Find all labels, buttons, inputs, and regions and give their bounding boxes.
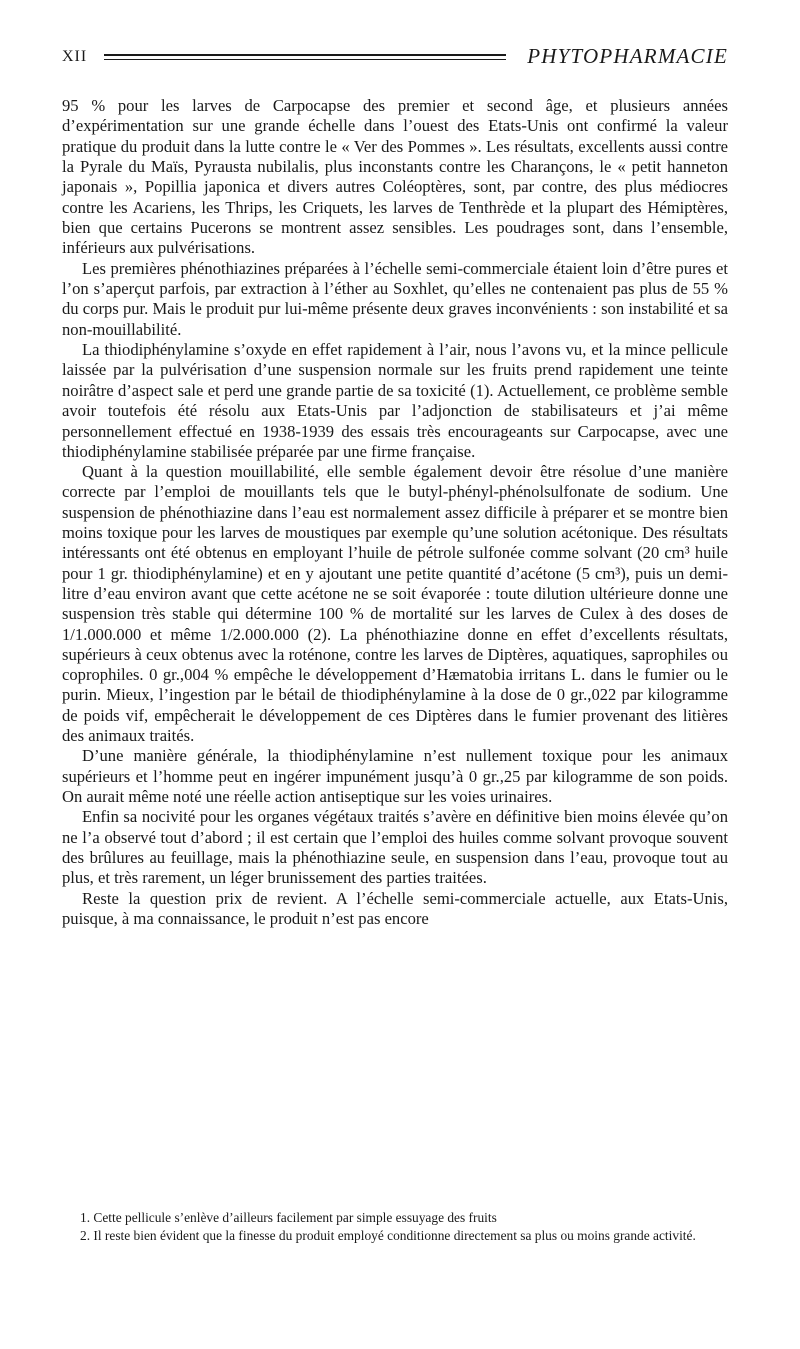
paragraph: La thiodiphénylamine s’oxyde en effet rapidement à l’air, nous l’avons vu, et la mince pellicule laissée par la pulvérisation d’une suspension normale sur les fruits prend rapidement une teinte noirâtre d’aspect sale et perd une grande partie de sa toxicité (1). Actuellement, ce problème semble avoir toutefois été résolu aux Etats-Unis par l’adjonction de stabilisateurs et j’ai même personnellement effectué en 1938-1939 des essais très encourageants sur Carpocapse, avec une thiodiphénylamine stabilisée préparée par une firme française. <box>62 340 728 461</box>
footnote: 2. Il reste bien évident que la finesse du produit employé conditionne directement sa plus ou moins grande activité. <box>80 1227 696 1243</box>
paragraph: D’une manière générale, la thiodiphénylamine n’est nullement toxique pour les animaux supérieurs et l’homme peut en ingérer impunément jusqu’à 0 gr.,25 par kilogramme de son poids. On aurait même noté une réelle action antiseptique sur les voies urinaires. <box>62 746 728 807</box>
paragraph: Reste la question prix de revient. A l’échelle semi-commerciale actuelle, aux Etats-Unis, puisque, à ma connaissance, le produit n’est pas encore <box>62 888 728 929</box>
paragraph: 95 % pour les larves de Carpocapse des premier et second âge, et plusieurs années d’expérimentation sur une grande échelle dans l’ouest des Etats-Unis ont confirmé la valeur pratique du produit dans la lutte contre le « Ver des Pommes ». Les résultats, excellents aussi contre la Pyrale du Maïs, Pyrausta nubilalis, plus inconstants contre les Charançons, le « petit hanneton japonais », Popillia japonica et divers autres Coléoptères, sont, par contre, des plus médiocres contre les Acariens, les Thrips, les Criquets, les larves de Tenthrède et la plupart des Hémiptères, bien que certains Pucerons se montrent assez sensibles. Les poudrages sont, dans l’ensemble, inférieurs aux pulvérisations. <box>62 96 728 258</box>
paragraph: Quant à la question mouillabilité, elle semble également devoir être résolue d’une manière correcte par l’emploi de mouillants tels que le butyl-phényl-phénolsulfonate de sodium. Une suspension de phénothiazine dans l’eau est normalement assez difficile à préparer et se montre bien moins toxique pour les larves de moustiques par exemple qu’une solution acétonique. Des résultats intéressants ont été obtenus en employant l’huile de pétrole sulfonée comme solvant (20 cm³ huile pour 1 gr. thiodiphénylamine) et en y ajoutant une petite quantité d’acétone (5 cm³), puis un demi-litre d’eau environ avant que cette acétone ne se soit évaporée : toute dilution ultérieure donne une suspension très stable qui détermine 100 % de mortalité sur les larves de Culex à des doses de 1/1.000.000 et même 1/2.000.000 (2). La phénothiazine donne en effet d’excellents résultats, supérieurs à ceux obtenus avec la roténone, contre les larves de Diptères, aquatiques, saprophiles ou coprophiles. 0 gr.,004 % empêche le développement d’Hæmatobia irritans L. dans le fumier ou le purin. Mieux, l’ingestion par le bétail de thiodiphénylamine à la dose de 0 gr.,022 par kilogramme de poids vif, empêcherait le développement de ces Diptères dans le fumier provenant des litières des animaux traités. <box>62 462 728 746</box>
paragraph: Enfin sa nocivité pour les organes végétaux traités s’avère en définitive bien moins élevée qu’on ne l’a observé tout d’abord ; il est certain que l’emploi des huiles comme solvant provoque souvent des brûlures au feuillage, mais la phénothiazine seule, en suspension dans l’eau, provoque tout au plus, et très rarement, un léger brunissement des parties traitées. <box>62 807 728 888</box>
running-title: PHYTOPHARMACIE <box>527 44 728 68</box>
page-number: XII <box>62 48 88 65</box>
body-text <box>62 96 728 929</box>
header-rule <box>104 54 506 60</box>
paragraph: Les premières phénothiazines préparées à l’échelle semi-commerciale étaient loin d’être pures et l’on s’aperçut parfois, par extraction à l’éther au Soxhlet, qu’elles ne contenaient pas plus de 55 % du corps pur. Mais le produit pur lui-même présente deux graves inconvénients : son instabilité et sa non-mouillabilité. <box>62 258 728 339</box>
footnote: 1. Cette pellicule s’enlève d’ailleurs facilement par simple essuyage des fruits <box>80 1210 497 1225</box>
book-page <box>62 40 728 929</box>
footnotes <box>62 1209 722 1244</box>
page-header <box>62 40 728 76</box>
